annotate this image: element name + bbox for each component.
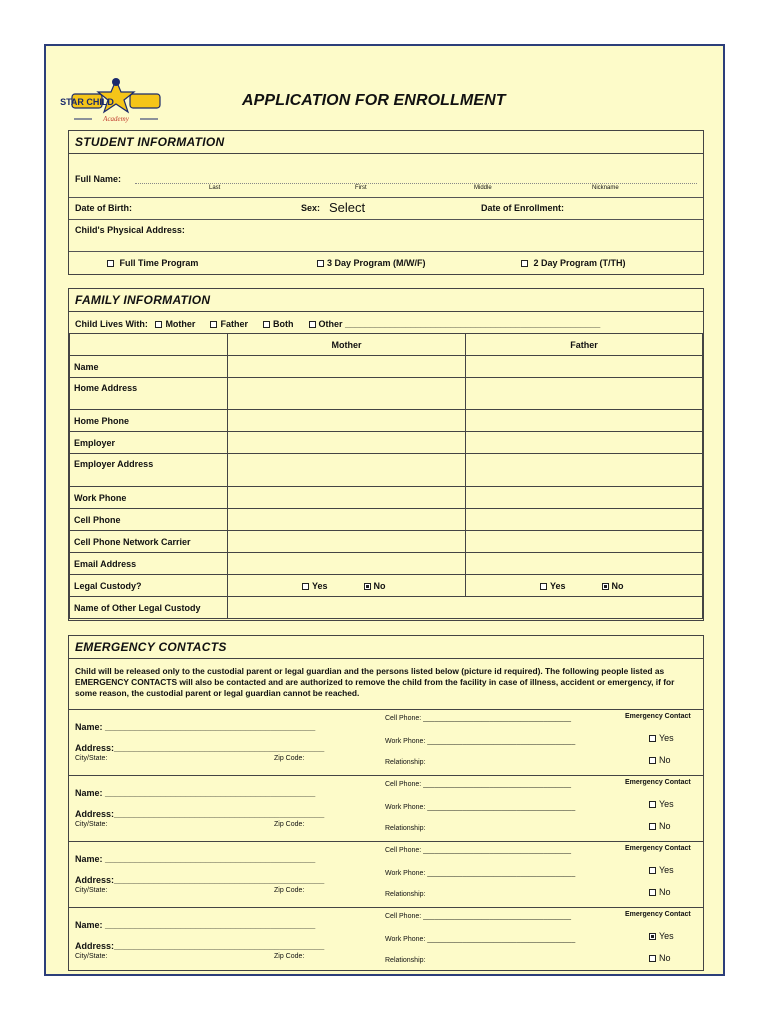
emergency-note: Child will be released only to the custodial parent or legal guardian and the persons listed below (picture id required). The following people listed as EMERGENCY CONTACTS will also be contacted and are authorized to remove the child from the facility in case of illness, accident or emergency, if for some reason, the custodial parent or legal guardian cannot be reached. (75, 666, 675, 698)
name-part-nickname: Nickname (592, 185, 619, 191)
checkbox-icon[interactable] (521, 260, 528, 267)
ec-cell-label[interactable]: Cell Phone: ______________________________________ (385, 781, 572, 788)
row-cell-phone: Cell Phone (70, 509, 228, 531)
program-2-day[interactable]: 2 Day Program (T/TH) (521, 258, 626, 268)
row-home-phone: Home Phone (70, 410, 228, 432)
star-child-logo (60, 74, 162, 124)
row-other-custody: Name of Other Legal Custody (70, 597, 228, 619)
row-home-address: Home Address (70, 378, 228, 410)
ec-address-label[interactable]: Address:__________________________________________ (75, 743, 325, 753)
ec-yes-checkbox[interactable] (649, 867, 656, 874)
ec-relationship-label[interactable]: Relationship: (385, 825, 426, 832)
student-heading: STUDENT INFORMATION (69, 131, 703, 154)
student-section (68, 130, 704, 275)
ec-zip-label: Zip Code: (274, 953, 305, 960)
ec-work-label[interactable]: Work Phone: ______________________________________ (385, 870, 576, 877)
ec-yes-checkbox[interactable] (649, 933, 656, 940)
ec-emergency-contact-label: Emergency Contact (625, 779, 691, 786)
mother-custody-yes[interactable] (302, 583, 309, 590)
row-name: Name (70, 356, 228, 378)
ec-relationship-label[interactable]: Relationship: (385, 957, 426, 964)
ec-relationship-label[interactable]: Relationship: (385, 759, 426, 766)
form-title: APPLICATION FOR ENROLLMENT (242, 92, 506, 109)
emergency-heading: EMERGENCY CONTACTS (69, 636, 703, 659)
emergency-contact-1: Name: __________________________________________ Address:__________________________________________ City/State: Zip Code: Cell Phone: ______________________________________ Work Phone: ______________________________________ Relationship: Emergency Contact Yes No (69, 709, 703, 776)
ec-city-label: City/State: (75, 887, 108, 894)
ec-cell-label[interactable]: Cell Phone: ______________________________________ (385, 847, 572, 854)
enrollment-date-label: Date of Enrollment: (481, 203, 565, 213)
emergency-section (68, 635, 704, 971)
emergency-contact-4: Name: __________________________________________ Address:__________________________________________ City/State: Zip Code: Cell Phone: ______________________________________ Work Phone: ______________________________________ Relationship: Emergency Contact Yes No (69, 907, 703, 974)
emergency-contact-2: Name: __________________________________________ Address:__________________________________________ City/State: Zip Code: Cell Phone: ______________________________________ Work Phone: ______________________________________ Relationship: Emergency Contact Yes No (69, 775, 703, 842)
row-employer-address: Employer Address (70, 454, 228, 487)
checkbox-icon[interactable] (309, 321, 316, 328)
row-legal-custody: Legal Custody? (70, 575, 228, 597)
ec-work-label[interactable]: Work Phone: ______________________________________ (385, 804, 576, 811)
ec-name-label[interactable]: Name: __________________________________________ (75, 788, 316, 798)
lives-with-row: Child Lives With: Mother Father Both Other ___________________________________________________ (75, 319, 601, 329)
mother-custody-no[interactable] (364, 583, 371, 590)
address-label: Child's Physical Address: (75, 225, 185, 235)
ec-address-label[interactable]: Address:__________________________________________ (75, 941, 325, 951)
name-part-first: First (355, 185, 367, 191)
ec-zip-label: Zip Code: (274, 821, 305, 828)
ec-cell-label[interactable]: Cell Phone: ______________________________________ (385, 913, 572, 920)
father-custody-yes[interactable] (540, 583, 547, 590)
ec-city-label: City/State: (75, 755, 108, 762)
row-employer: Employer (70, 432, 228, 454)
ec-name-label[interactable]: Name: __________________________________________ (75, 854, 316, 864)
ec-name-label[interactable]: Name: __________________________________________ (75, 920, 316, 930)
logo-star-text: STAR CHILD (60, 97, 114, 107)
ec-no-checkbox[interactable] (649, 757, 656, 764)
ec-emergency-contact-label: Emergency Contact (625, 713, 691, 720)
full-name-field[interactable] (135, 183, 697, 184)
ec-city-label: City/State: (75, 953, 108, 960)
name-part-last: Last (209, 185, 221, 191)
checkbox-icon[interactable] (210, 321, 217, 328)
ec-work-label[interactable]: Work Phone: ______________________________________ (385, 936, 576, 943)
ec-yes-checkbox[interactable] (649, 735, 656, 742)
ec-no-checkbox[interactable] (649, 889, 656, 896)
name-part-middle: Middle (474, 185, 492, 191)
ec-relationship-label[interactable]: Relationship: (385, 891, 426, 898)
ec-city-label: City/State: (75, 821, 108, 828)
ec-address-label[interactable]: Address:__________________________________________ (75, 875, 325, 885)
logo-academy-text: Academy (103, 115, 129, 123)
full-name-label: Full Name: (75, 174, 122, 184)
dob-label: Date of Birth: (75, 203, 132, 213)
ec-no-checkbox[interactable] (649, 955, 656, 962)
ec-yes-checkbox[interactable] (649, 801, 656, 808)
program-full-time[interactable]: Full Time Program (107, 258, 198, 268)
row-email: Email Address (70, 553, 228, 575)
ec-zip-label: Zip Code: (274, 755, 305, 762)
sex-select[interactable]: Select (329, 200, 366, 215)
family-table: Mother Father Name Home Address Home Phone Employer Employer Address Work Phone Cell Phone Cell Phone Network Carrier Email Address Legal Custody? Yes No Yes No Name of Other Legal Custody (69, 333, 703, 619)
ec-cell-label[interactable]: Cell Phone: ______________________________________ (385, 715, 572, 722)
ec-zip-label: Zip Code: (274, 887, 305, 894)
ec-work-label[interactable]: Work Phone: ______________________________________ (385, 738, 576, 745)
family-section (68, 288, 704, 621)
father-custody-no[interactable] (602, 583, 609, 590)
ec-emergency-contact-label: Emergency Contact (625, 845, 691, 852)
emergency-contact-3: Name: __________________________________________ Address:__________________________________________ City/State: Zip Code: Cell Phone: ______________________________________ Work Phone: ______________________________________ Relationship: Emergency Contact Yes No (69, 841, 703, 908)
checkbox-icon[interactable] (263, 321, 270, 328)
row-work-phone: Work Phone (70, 487, 228, 509)
checkbox-icon[interactable] (107, 260, 114, 267)
col-father: Father (466, 334, 703, 356)
ec-emergency-contact-label: Emergency Contact (625, 911, 691, 918)
ec-no-checkbox[interactable] (649, 823, 656, 830)
family-heading: FAMILY INFORMATION (69, 289, 703, 312)
checkbox-icon[interactable] (155, 321, 162, 328)
row-network-carrier: Cell Phone Network Carrier (70, 531, 228, 553)
col-mother: Mother (228, 334, 466, 356)
sex-label: Sex: (301, 203, 321, 213)
checkbox-icon[interactable] (317, 260, 324, 267)
enrollment-form (44, 44, 725, 976)
ec-name-label[interactable]: Name: __________________________________________ (75, 722, 316, 732)
ec-address-label[interactable]: Address:__________________________________________ (75, 809, 325, 819)
program-3-day[interactable]: 3 Day Program (M/W/F) (317, 258, 426, 268)
